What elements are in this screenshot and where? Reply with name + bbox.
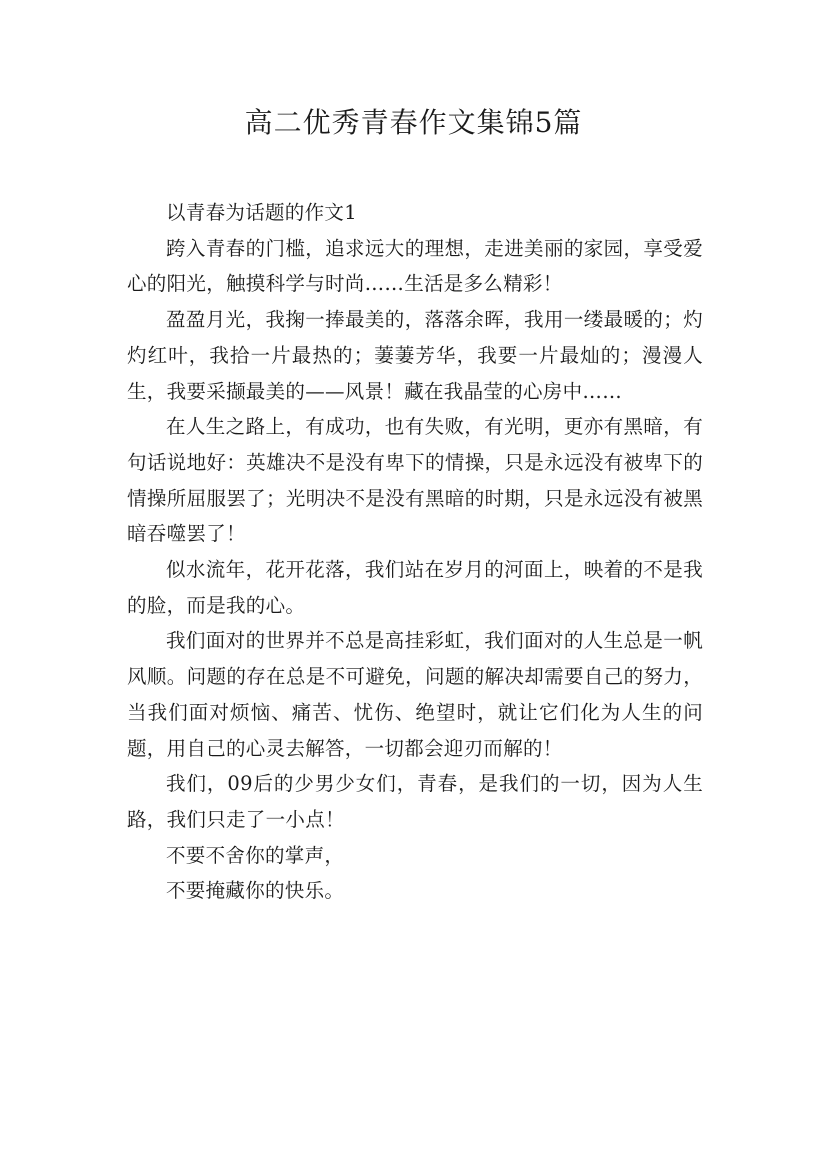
document-body (127, 195, 703, 909)
paragraph: 在人生之路上，有成功，也有失败，有光明，更亦有黑暗，有句话说地好：英雄决不是没有卑下的情操，只是永远没有被卑下的情操所屈服罢了；光明决不是没有黑暗的时期，只是永远没有被黑暗吞噬罢了！ (127, 415, 703, 546)
paragraph: 我们，09后的少男少女们，青春，是我们的一切，因为人生路，我们只走了一小点！ (127, 772, 703, 831)
paragraph: 跨入青春的门槛，追求远大的理想，走进美丽的家园，享受爱心的阳光，触摸科学与时尚……生活是多么精彩！ (127, 236, 703, 296)
paragraph: 盈盈月光，我掬一捧最美的，落落余晖，我用一缕最暖的；灼灼红叶，我拾一片最热的；萋萋芳华，我要一片最灿的；漫漫人生，我要采撷最美的——风景！藏在我晶莹的心房中…… (127, 308, 703, 403)
paragraph-subheading: 以青春为话题的作文1 (166, 201, 357, 224)
paragraph: 我们面对的世界并不总是高挂彩虹，我们面对的人生总是一帆风顺。问题的存在总是不可避免，问题的解决却需要自己的努力，当我们面对烦恼、痛苦、忧伤、绝望时，就让它们化为人生的问题，用自己的心灵去解答，一切都会迎刃而解的！ (127, 629, 703, 760)
document-title: 高二优秀青春作文集锦5篇 (244, 106, 583, 139)
paragraph: 不要不舍你的掌声， (166, 843, 345, 867)
paragraph: 似水流年，花开花落，我们站在岁月的河面上，映着的不是我的脸，而是我的心。 (127, 558, 703, 617)
paragraph: 不要掩藏你的快乐。 (166, 879, 345, 903)
